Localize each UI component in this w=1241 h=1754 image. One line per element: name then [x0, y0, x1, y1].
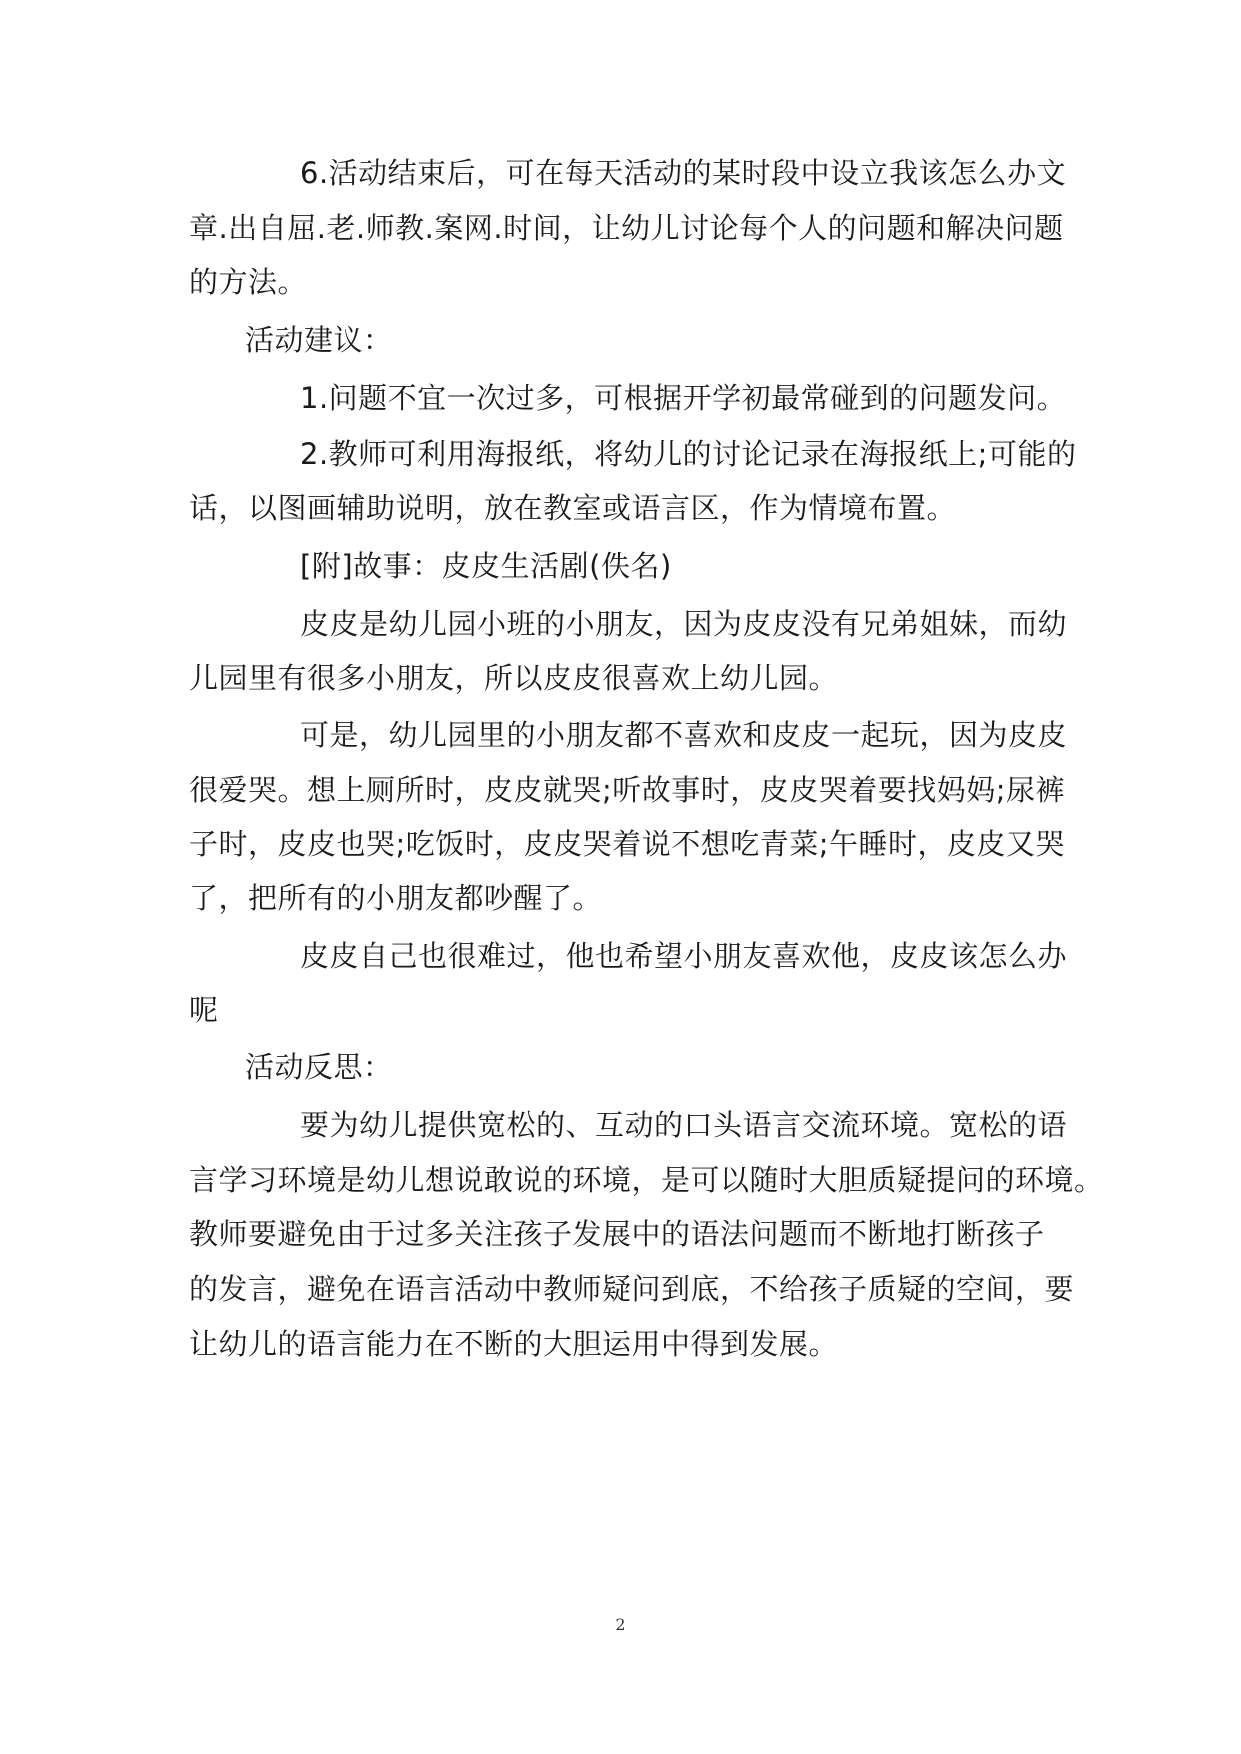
paragraph-line: 皮皮是幼儿园小班的小朋友，因为皮皮没有兄弟姐妹，而幼: [300, 607, 1068, 641]
paragraph-line: 1.问题不宜一次过多，可根据开学初最常碰到的问题发问。: [300, 381, 1067, 415]
paragraph-line: 话，以图画辅助说明，放在教室或语言区，作为情境布置。: [189, 491, 957, 525]
paragraph-line: 子时，皮皮也哭;吃饭时，皮皮哭着说不想吃青菜;午睡时，皮皮又哭: [189, 827, 1066, 861]
paragraph-line: 很爱哭。想上厕所时，皮皮就哭;听故事时，皮皮哭着要找妈妈;尿裤: [189, 773, 1066, 807]
section-heading: 活动建议：: [245, 323, 393, 357]
paragraph-line: 教师要避免由于过多关注孩子发展中的语法问题而不断地打断孩子: [189, 1217, 1045, 1251]
paragraph-line: 6.活动结束后，可在每天活动的某时段中设立我该怎么办文: [300, 156, 1067, 190]
paragraph-line: 的方法。: [189, 265, 308, 299]
section-heading: 活动反思：: [245, 1050, 393, 1084]
page-number: 2: [615, 1615, 626, 1634]
paragraph-line: 的发言，避免在语言活动中教师疑问到底，不给孩子质疑的空间，要: [189, 1272, 1075, 1306]
paragraph-line: 让幼儿的语言能力在不断的大胆运用中得到发展。: [189, 1327, 839, 1361]
paragraph-line: 可是，幼儿园里的小朋友都不喜欢和皮皮一起玩，因为皮皮: [300, 718, 1068, 752]
paragraph-line: 2.教师可利用海报纸，将幼儿的讨论记录在海报纸上;可能的: [300, 437, 1077, 471]
paragraph-line: 言学习环境是幼儿想说敢说的环境，是可以随时大胆质疑提问的环境。: [189, 1163, 1104, 1197]
paragraph-line: 呢: [189, 993, 219, 1027]
paragraph-line: 了，把所有的小朋友都吵醒了。: [189, 881, 603, 915]
story-heading: [附]故事：皮皮生活剧(佚名): [300, 549, 672, 583]
paragraph-line: 要为幼儿提供宽松的、互动的口头语言交流环境。宽松的语: [300, 1108, 1068, 1142]
paragraph-line: 儿园里有很多小朋友，所以皮皮很喜欢上幼儿园。: [189, 661, 839, 695]
paragraph-line: 皮皮自己也很难过，他也希望小朋友喜欢他，皮皮该怎么办: [300, 939, 1068, 973]
paragraph-line: 章.出自屈.老.师教.案网.时间，让幼儿讨论每个人的问题和解决问题: [189, 211, 1064, 245]
